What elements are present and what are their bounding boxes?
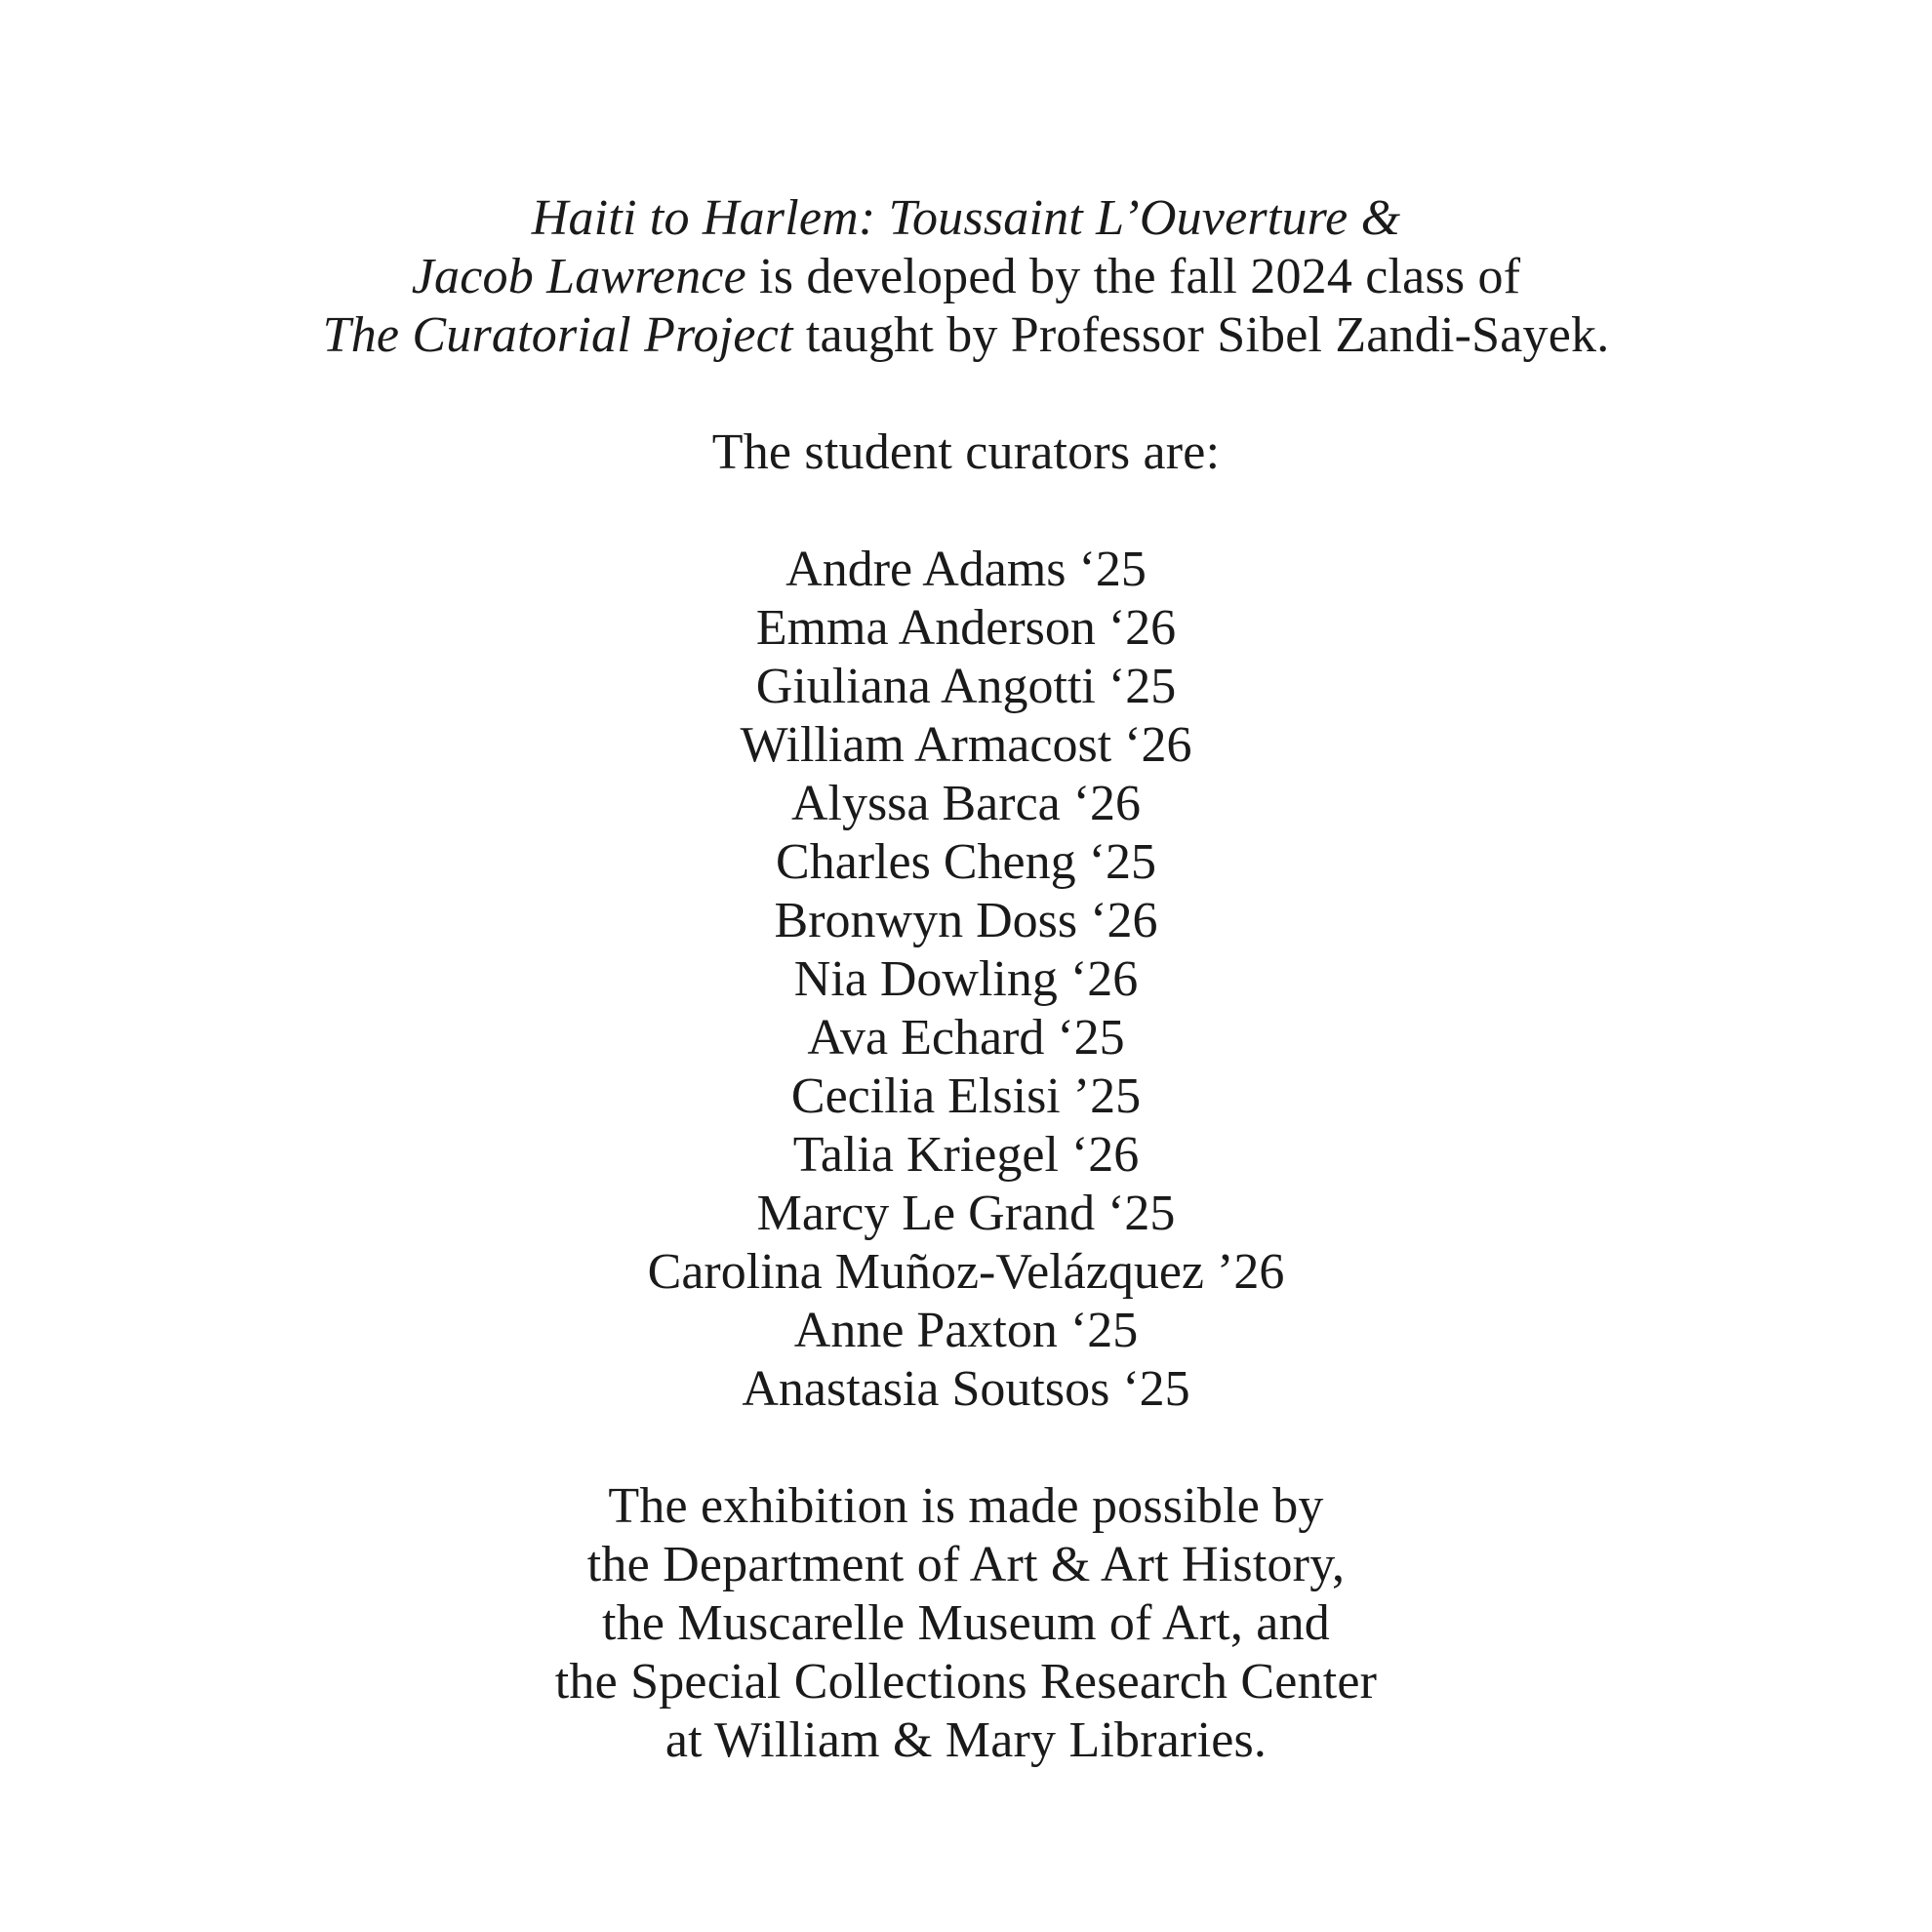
acknowledgement-line: The exhibition is made possible by — [608, 1478, 1324, 1534]
list-item: Anne Paxton ‘25 — [793, 1303, 1139, 1358]
exhibition-title-part-2: Jacob Lawrence — [411, 249, 746, 304]
list-item: Ava Echard ‘25 — [807, 1010, 1125, 1066]
exhibition-title-part-1: Haiti to Harlem: Toussaint L’Ouverture & — [531, 190, 1401, 246]
list-item: Emma Anderson ‘26 — [755, 600, 1177, 656]
acknowledgement-paragraph — [0, 1477, 1932, 1770]
acknowledgement-line: at William & Mary Libraries. — [664, 1712, 1268, 1768]
curators-heading: The student curators are: — [711, 424, 1221, 480]
acknowledgement-line: the Muscarelle Museum of Art, and — [602, 1595, 1330, 1651]
intro-line-2-text: is developed by the fall 2024 class of — [745, 249, 1521, 304]
intro-line-1 — [0, 189, 1932, 248]
acknowledgement-line: the Special Collections Research Center — [554, 1654, 1378, 1710]
list-item: Andre Adams ‘25 — [785, 542, 1147, 597]
list-item: Carolina Muñoz-Velázquez ’26 — [647, 1244, 1285, 1300]
list-item: Charles Cheng ‘25 — [776, 834, 1156, 890]
intro-line-3 — [0, 306, 1932, 365]
intro-paragraph — [0, 189, 1932, 365]
intro-line-3-text: taught by Professor Sibel Zandi-Sayek. — [792, 307, 1610, 363]
list-item: Giuliana Angotti ‘25 — [755, 659, 1177, 714]
list-item: William Armacost ‘26 — [740, 717, 1192, 773]
list-item: Anastasia Soutsos ‘25 — [742, 1361, 1190, 1417]
list-item: Bronwyn Doss ‘26 — [774, 893, 1158, 948]
course-title: The Curatorial Project — [322, 307, 793, 363]
list-item: Alyssa Barca ‘26 — [790, 776, 1142, 831]
intro-line-2 — [0, 248, 1932, 306]
list-item: Talia Kriegel ‘26 — [792, 1127, 1140, 1183]
curator-list — [0, 541, 1932, 1419]
list-item: Nia Dowling ‘26 — [793, 951, 1139, 1007]
list-item: Marcy Le Grand ‘25 — [756, 1186, 1176, 1241]
acknowledgement-line: the Department of Art & Art History, — [586, 1537, 1346, 1592]
list-item: Cecilia Elsisi ’25 — [790, 1068, 1142, 1124]
